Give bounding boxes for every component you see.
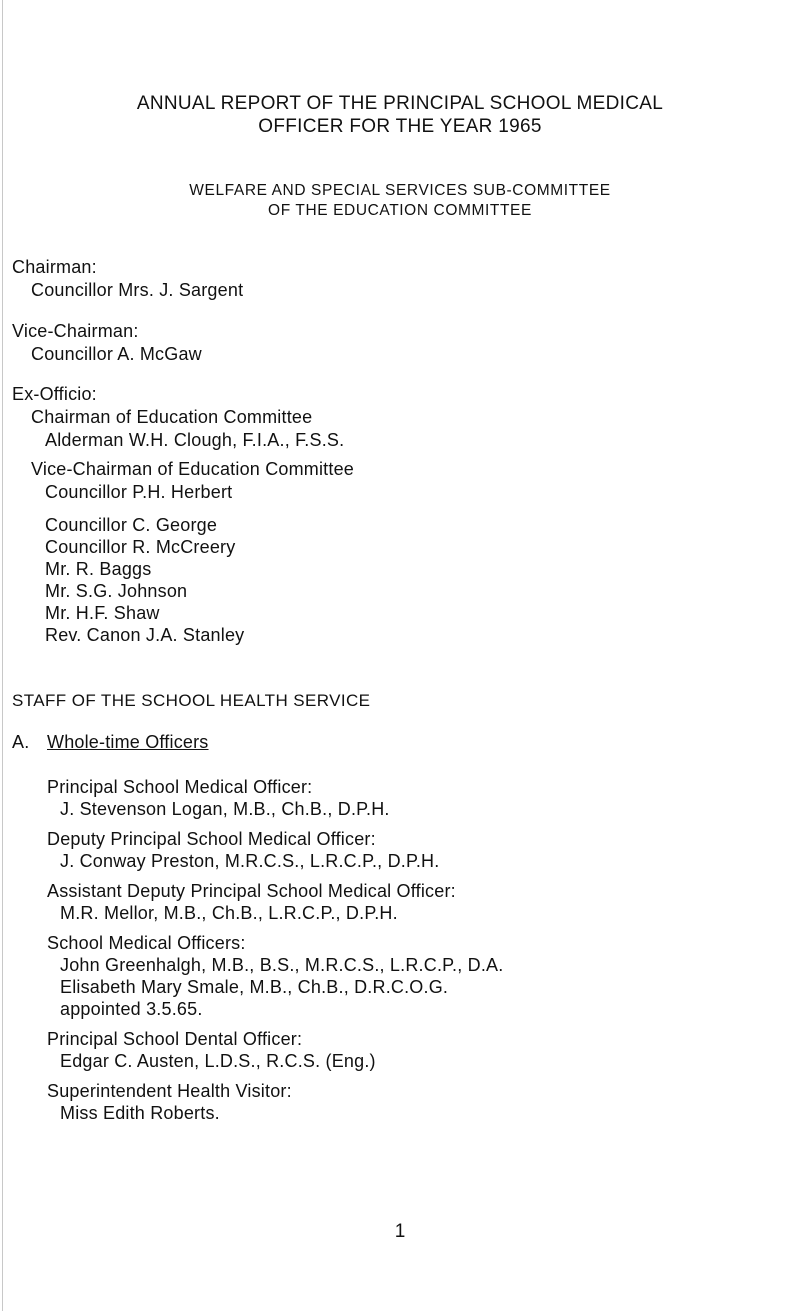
ex-officio-vice-block [12, 458, 797, 504]
vice-chairman-name: Councillor A. McGaw [31, 344, 202, 364]
officer-entry [47, 828, 797, 872]
officer-name: Elisabeth Mary Smale, M.B., Ch.B., D.R.C.O.G. [60, 977, 449, 997]
ex-officio-chair-name: Alderman W.H. Clough, F.I.A., F.S.S. [45, 430, 345, 450]
officer-entry [47, 776, 797, 820]
member-item: Councillor R. McCreery [45, 537, 236, 557]
officer-name: John Greenhalgh, M.B., B.S., M.R.C.S., L.R.C.P., D.A. [60, 955, 504, 975]
chairman-block [12, 256, 797, 302]
member-item: Councillor C. George [45, 515, 218, 535]
section-a-heading: Whole-time Officers [47, 732, 209, 752]
officer-name: J. Conway Preston, M.R.C.S., L.R.C.P., D.P.H. [60, 851, 440, 871]
committee-subtitle-line-1: WELFARE AND SPECIAL SERVICES SUB-COMMITTEE [189, 182, 611, 199]
officer-role: Deputy Principal School Medical Officer: [47, 829, 376, 849]
ex-officio-chair-role: Chairman of Education Committee [31, 407, 313, 427]
officer-entry [47, 1028, 797, 1072]
ex-officio-label: Ex-Officio: [12, 384, 97, 404]
ex-officio-vice-role: Vice-Chairman of Education Committee [31, 459, 355, 479]
report-title-line-2: OFFICER FOR THE YEAR 1965 [258, 116, 542, 137]
ex-officio-block [12, 383, 797, 452]
member-item: Rev. Canon J.A. Stanley [45, 625, 245, 645]
committee-subtitle [0, 181, 800, 221]
officer-name: Edgar C. Austen, L.D.S., R.C.S. (Eng.) [60, 1051, 376, 1071]
officer-name: J. Stevenson Logan, M.B., Ch.B., D.P.H. [60, 799, 390, 819]
officer-name: Miss Edith Roberts. [60, 1103, 220, 1123]
chairman-name: Councillor Mrs. J. Sargent [31, 280, 244, 300]
member-item: Mr. R. Baggs [45, 559, 152, 579]
officers-list [47, 776, 797, 1132]
officer-role: Principal School Dental Officer: [47, 1029, 303, 1049]
ex-officio-members [12, 514, 797, 646]
section-a-letter: A. [12, 732, 30, 752]
committee-subtitle-line-2: OF THE EDUCATION COMMITTEE [268, 202, 532, 219]
page-number: 1 [394, 1221, 406, 1242]
vice-chairman-label: Vice-Chairman: [12, 321, 139, 341]
officer-role: Principal School Medical Officer: [47, 777, 313, 797]
officer-note: appointed 3.5.65. [60, 999, 203, 1019]
officer-role: Superintendent Health Visitor: [47, 1081, 292, 1101]
officer-entry [47, 880, 797, 924]
ex-officio-vice-name: Councillor P.H. Herbert [45, 482, 233, 502]
staff-heading-text: STAFF OF THE SCHOOL HEALTH SERVICE [12, 691, 371, 710]
officer-role: School Medical Officers: [47, 933, 246, 953]
report-title-line-1: ANNUAL REPORT OF THE PRINCIPAL SCHOOL MEDICAL [136, 93, 664, 114]
member-item: Mr. S.G. Johnson [45, 581, 188, 601]
officer-role: Assistant Deputy Principal School Medical Officer: [47, 881, 456, 901]
report-title [0, 92, 800, 138]
member-item: Mr. H.F. Shaw [45, 603, 160, 623]
officer-name: M.R. Mellor, M.B., Ch.B., L.R.C.P., D.P.H. [60, 903, 398, 923]
staff-heading [12, 689, 797, 712]
officer-entry [47, 932, 797, 1020]
vice-chairman-block [12, 320, 797, 366]
officer-entry [47, 1080, 797, 1124]
chairman-label: Chairman: [12, 257, 97, 277]
